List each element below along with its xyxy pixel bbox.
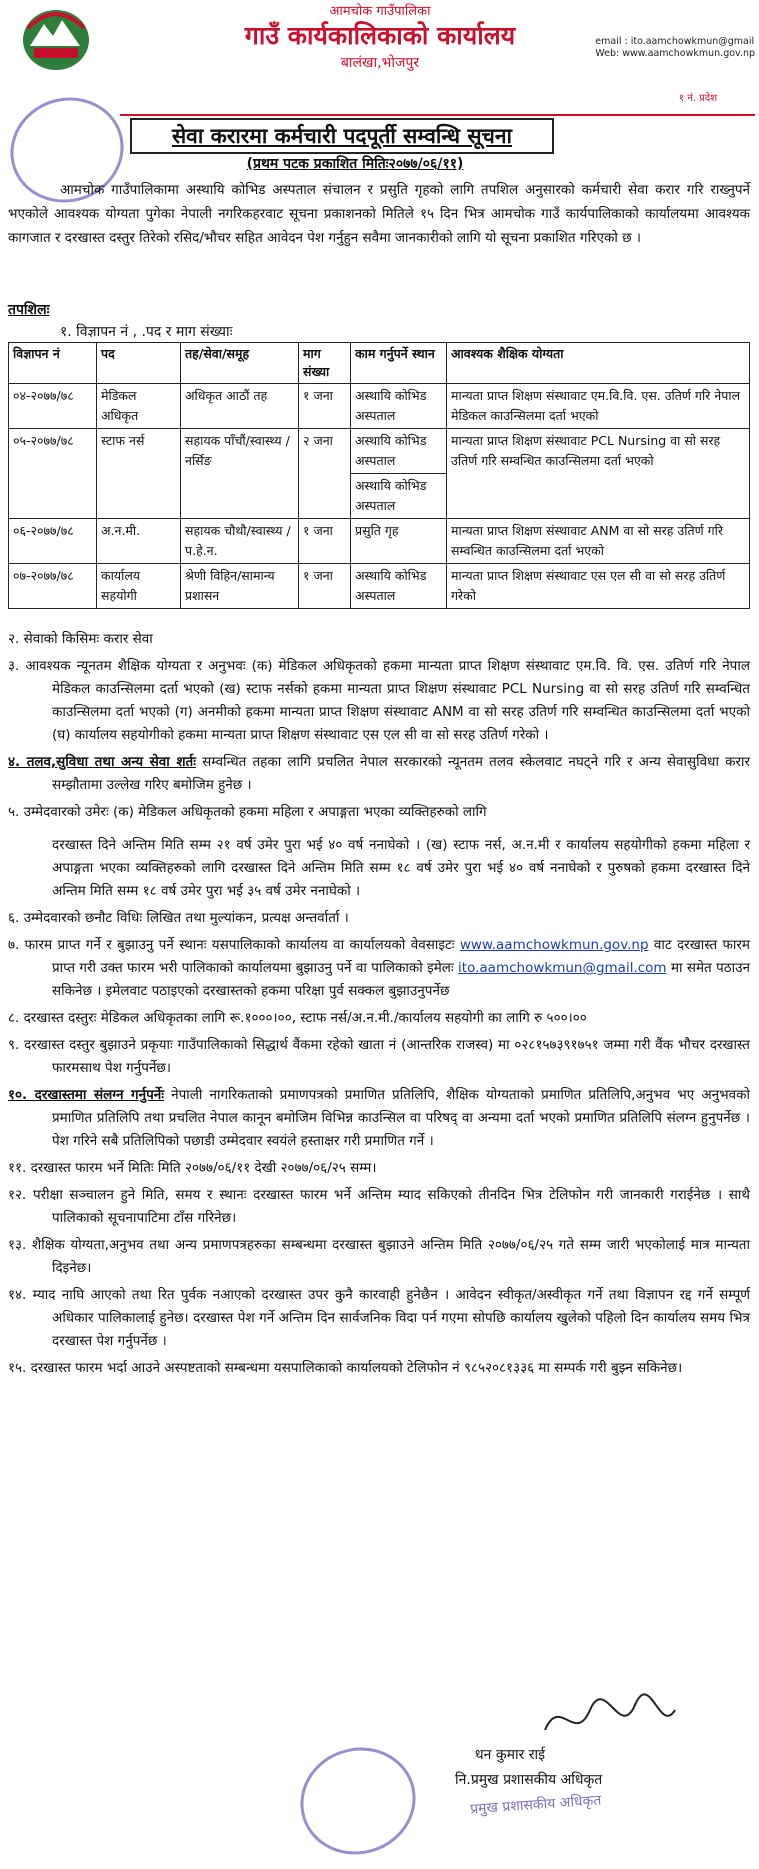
- item-4-body: सम्वन्धित तहका लागि प्रचलित नेपाल सरकारको न्यूनतम तलव स्केलवाट नघट्ने गरि र अन्य सेवासुविधा करार सम्झौतामा उल्लेख गरिए बमोजिम हुनेछ ।: [52, 754, 751, 793]
- notice-title: सेवा करारमा कर्मचारी पदपूर्ती सम्वन्धि सूचना: [130, 118, 554, 154]
- header-cell: माग संख्या: [299, 343, 351, 384]
- table-header-row: [9, 343, 750, 384]
- letterhead: [0, 0, 759, 110]
- web-text: Web: www.aamchowkmun.gov.np: [595, 48, 755, 59]
- cell-level: सहायक चौथौ/स्वास्थ्य /प.हे.न.: [181, 519, 299, 564]
- table-row: [9, 429, 750, 519]
- cell-count: २ जना: [299, 429, 351, 519]
- cell-ad-no: ०५-२०७७/७८: [9, 429, 97, 519]
- cell-count: १ जना: [299, 519, 351, 564]
- list-item-continued: दरखास्त दिने अन्तिम मिति सम्म २१ वर्ष उमेर पुरा भई ४० वर्ष ननाघेको । (ख) स्टाफ नर्स, अ.न.मी र कार्यालय सहयोगीको हकमा महिला र अपाङ्गता भएका व्यक्तिहरुको लागि दरखास्त दिने अन्तिम मिति सम्म १८ वर्ष उमेर पुरा भई ४० वर्ष ननाघेको र पुरुषको हकमा दरखास्त दिने अन्तिम मिति सम्म १८ वर्ष उमेर पुरा भई ३५ वर्ष उमेर ननाघेको ।: [52, 837, 750, 899]
- list-item: ५. उम्मेदवारको उमेरः (क) मेडिकल अधिकृतको हकमा महिला र अपाङ्गता भएका व्यक्तिहरुको लागि: [8, 804, 487, 820]
- list-item: ९. दरखास्त दस्तुर बुझाउने प्रकृयाः गाउँपालिकाको सिद्धार्थ वैंकमा रहेको खाता नं (आन्तरिक राजस्व) मा ०२८१५७३९१७५१ जम्मा गरी वैंक भौचर दरखास्त फारमसाथ पेश गर्नुपर्नेछ।: [8, 1037, 750, 1076]
- cell-ad-no: ०६-२०७७/७८: [9, 519, 97, 564]
- details-heading: तपशिलः: [8, 302, 50, 318]
- cell-place: प्रसुति गृह: [351, 519, 447, 564]
- email-text: email : ito.aamchowkmun@gmail: [595, 36, 755, 47]
- signatory-post: नि.प्रमुख प्रशासकीय अधिकृत: [455, 1772, 603, 1788]
- list-item: [8, 934, 750, 1003]
- cell-qualification: मान्यता प्राप्त शिक्षण संस्थावाट एम.वि.वि. एस. उतिर्ण गरि नेपाल मेडिकल काउन्सिलमा दर्ता भएको: [447, 384, 750, 429]
- list-item: [8, 751, 750, 797]
- cell-qualification: मान्यता प्राप्त शिक्षण संस्थावाट PCL Nursing वा सो सरह उतिर्ण गरि सम्वन्धित काउन्सिलमा दर्ता भएको: [447, 429, 750, 519]
- cell-place: [351, 429, 447, 519]
- list-item: ११. दरखास्त फारम भर्ने मितिः मिति २०७७/०६/११ देखी २०७७/०६/२५ सम्म।: [8, 1160, 377, 1176]
- email-link[interactable]: ito.aamchowkmun@gmail.com: [458, 960, 667, 976]
- cell-place: अस्थायि कोभिड अस्पताल: [351, 384, 447, 429]
- item-10-body: नेपाली नागरिकताको प्रमाणपत्रको प्रमाणित प्रतिलिपि, शैक्षिक योग्यताको प्रमाणित प्रतिलिपि,अनुभव भए अनुभवको प्रमाणित प्रतिलिपि तथा प्रचलित नेपाल कानून बमोजिम विभिन्न काउन्सिल वा परिषद् वा अन्यमा दर्ता भएको प्रमाणित प्रतिलिपि संलग्न हुनुपर्नेछ । पेश गरिने सबै प्रतिलिपिको पछाडी उम्मेदवार स्वयंले हस्ताक्षर गरी प्रमाणित गर्ने ।: [52, 1087, 750, 1149]
- header-divider: [120, 114, 755, 116]
- notice-subtitle: (प्रथम पटक प्रकाशित मितिः२०७७/०६/११): [246, 156, 464, 172]
- item-7-text-b: वाट दरखास्त फारम प्राप्त गरी उक्त फारम भरी पालिकाको कार्यालयमा बुझाउनु पर्ने वा पालिकाको इमेलः: [52, 937, 750, 976]
- cell-level: अधिकृत आठौं तह: [181, 384, 299, 429]
- cell-level: सहायक पाँचौं/स्वास्थ्य /नर्सिङ: [181, 429, 299, 519]
- cell-place-b: अस्थायि कोभिड अस्पताल: [355, 478, 427, 513]
- list-item: ८. दरखास्त दस्तुरः मेडिकल अधिकृतका लागि रू.१०००।००, स्टाफ नर्स/अ.न.मी./कार्यालय सहयोगी का लागि रु ५००।००: [8, 1010, 587, 1026]
- item-10-heading: १०. दरखास्तमा संलग्न गर्नुपर्नेः: [8, 1087, 164, 1103]
- website-link[interactable]: www.aamchowkmun.gov.np: [459, 937, 649, 953]
- notice-intro: आमचोक गाउँपालिकामा अस्थायि कोभिड अस्पताल संचालन र प्रसुति गृहको लागि तपशिल अनुसारको कर्मचारी सेवा करार गरि राख्नुपर्ने भएकोले आवश्यक योग्यता पुगेका नेपाली नगरिकहरवाट सूचना प्रकाशनको मितिले १५ दिन भित्र आमचोक गाउँ कार्यपालिकाको कार्यालयमा आवश्यक कागजात र दरखास्त दस्तुर तिरेको रसिद/भौचर सहित आवेदन पेश गर्नुहुन सवैमा जानकारीको लागि यो सूचना प्रकाशित गरिएको छ ।: [8, 182, 750, 246]
- office-name: गाउँ कार्यकालिकाको कार्यालय: [244, 21, 516, 50]
- signature-scrawl: [540, 1690, 680, 1750]
- list-item: १५. दरखास्त फारम भर्दा आउने अस्पष्टताको सम्बन्धमा यसपालिकाको कार्यालयको टेलिफोन नं ९८५२०८१३३६ मा सम्पर्क गरी बुझ्न सकिनेछ।: [8, 1360, 683, 1376]
- cell-qualification: मान्यता प्राप्त शिक्षण संस्थावाट ANM वा सो सरह उतिर्ण गरि सम्वन्धित काउन्सिलमा दर्ता भएको: [447, 519, 750, 564]
- item-7-text-c: मा समेत पठाउन सकिनेछ । इमेलवाट पठाइएको दरखास्तको हकमा परिक्षा पुर्व सक्कल बुझाउनुपर्नेछ: [52, 960, 750, 999]
- terms-list: [8, 628, 750, 1384]
- cell-place-a: अस्थायि कोभिड अस्पताल: [351, 429, 446, 474]
- list-item: ६. उम्मेदवारको छनौट विधिः लिखित तथा मुल्यांकन, प्रत्यक्ष अन्तर्वार्ता ।: [8, 910, 349, 926]
- signatory-stamp: प्रमुख प्रशासकीय अधिकृत: [469, 1792, 602, 1818]
- table-row: [9, 384, 750, 429]
- cell-post: कार्यालय सहयोगी: [97, 564, 181, 609]
- cell-post: स्टाफ नर्स: [97, 429, 181, 519]
- cell-ad-no: ०७-२०७७/७८: [9, 564, 97, 609]
- item-1: १. विज्ञापन नं , .पद र माग संख्याः: [60, 324, 233, 340]
- list-item: ३. आवश्यक न्यूनतम शैक्षिक योग्यता र अनुभवः (क) मेडिकल अधिकृतको हकमा मान्यता प्राप्त शिक्षण संस्थावाट एम.वि. वि. एस. उतिर्ण गरि नेपाल मेडिकल काउन्सिलमा दर्ता भएको (ख) स्टाफ नर्सको हकमा मान्यता प्राप्त शिक्षण संस्थावाट PCL Nursing वा सो सरह उतिर्ण गरि सम्वन्धित काउन्सिलमा दर्ता भएको (ग) अनमीको हकमा मान्यता प्राप्त शिक्षण संस्थावाट ANM वा सो सरह उतिर्ण गरि सम्वन्धित काउन्सिलमा दर्ता भएको (घ) कार्यालय सहयोगीको हकमा मान्यता प्राप्त शिक्षण संस्थावाट एस एल सी वा सो सरह उतिर्ण गरेको ।: [8, 658, 750, 743]
- list-item: [8, 1084, 750, 1153]
- header-cell: काम गर्नुपर्ने स्थान: [351, 343, 447, 384]
- cell-ad-no: ०४-२०७७/७८: [9, 384, 97, 429]
- cell-place: अस्थायि कोभिड अस्पताल: [351, 564, 447, 609]
- cell-post: अ.न.मी.: [97, 519, 181, 564]
- province-label: १ नं. प्रदेश: [678, 93, 717, 104]
- list-item: १३. शैक्षिक योग्यता,अनुभव तथा अन्य प्रमाणपत्रहरुका सम्बन्धमा दरखास्त बुझाउने अन्तिम मिति २०७७/०६/२५ गते सम्म जारी भएकोलाई मात्र मान्यता दिइनेछ।: [8, 1237, 750, 1276]
- item-7-text-a: ७. फारम प्राप्त गर्ने र बुझाउनु पर्ने स्थानः यसपालिकाको कार्यालय वा कार्यालयको वेवसाइटः: [8, 937, 460, 953]
- cell-post: मेडिकल अधिकृत: [97, 384, 181, 429]
- office-stamp-bottom: [286, 1733, 429, 1869]
- cell-level: श्रेणी विहिन/सामान्य प्रशासन: [181, 564, 299, 609]
- nepal-emblem-icon: [20, 6, 92, 72]
- cell-count: १ जना: [299, 564, 351, 609]
- header-cell: आवश्यक शैक्षिक योग्यता: [447, 343, 750, 384]
- header-cell: तह/सेवा/समूह: [181, 343, 299, 384]
- cell-qualification: मान्यता प्राप्त शिक्षण संस्थावाट एस एल सी वा सो सरह उतिर्ण गरेको: [447, 564, 750, 609]
- vacancy-table: [8, 342, 750, 609]
- cell-count: १ जना: [299, 384, 351, 429]
- list-item: १२. परीक्षा सञ्चालन हुने मिति, समय र स्थानः दरखास्त फारम भर्ने अन्तिम म्याद सकिएको तीनदिन भित्र टेलिफोन गरी जानकारी गराईनेछ । साथै पालिकाको सूचनापाटिमा टाँस गरिनेछ।: [8, 1187, 750, 1226]
- header-cell: विज्ञापन नं: [9, 343, 97, 384]
- office-address: बालंखा,भोजपुर: [340, 55, 420, 71]
- table-row: [9, 519, 750, 564]
- municipality-name: आमचोक गाउँपालिका: [329, 4, 431, 19]
- list-item: २. सेवाको किसिमः करार सेवा: [8, 631, 153, 647]
- list-item: १४. म्याद नाघि आएको तथा रित पुर्वक नआएको दरखास्त उपर कुनै कारवाही हुनेछैन । आवेदन स्वीकृत/अस्वीकृत गर्ने तथा विज्ञापन रद्द गर्ने सम्पूर्ण अधिकार पालिकालाई हुनेछ। दरखास्त पेश गर्ने अन्तिम दिन सार्वजनिक विदा पर्न गएमा सोपछि कार्यालय खुलेको पहिलो दिन कार्यालय समय भित्र दरखास्त पेश गर्नुपर्नेछ ।: [8, 1287, 750, 1349]
- signatory-name: धन कुमार राई: [475, 1747, 545, 1763]
- item-4-heading: ४. तलव,सुविधा तथा अन्य सेवा शर्तः: [8, 754, 196, 770]
- table-row: [9, 564, 750, 609]
- header-cell: पद: [97, 343, 181, 384]
